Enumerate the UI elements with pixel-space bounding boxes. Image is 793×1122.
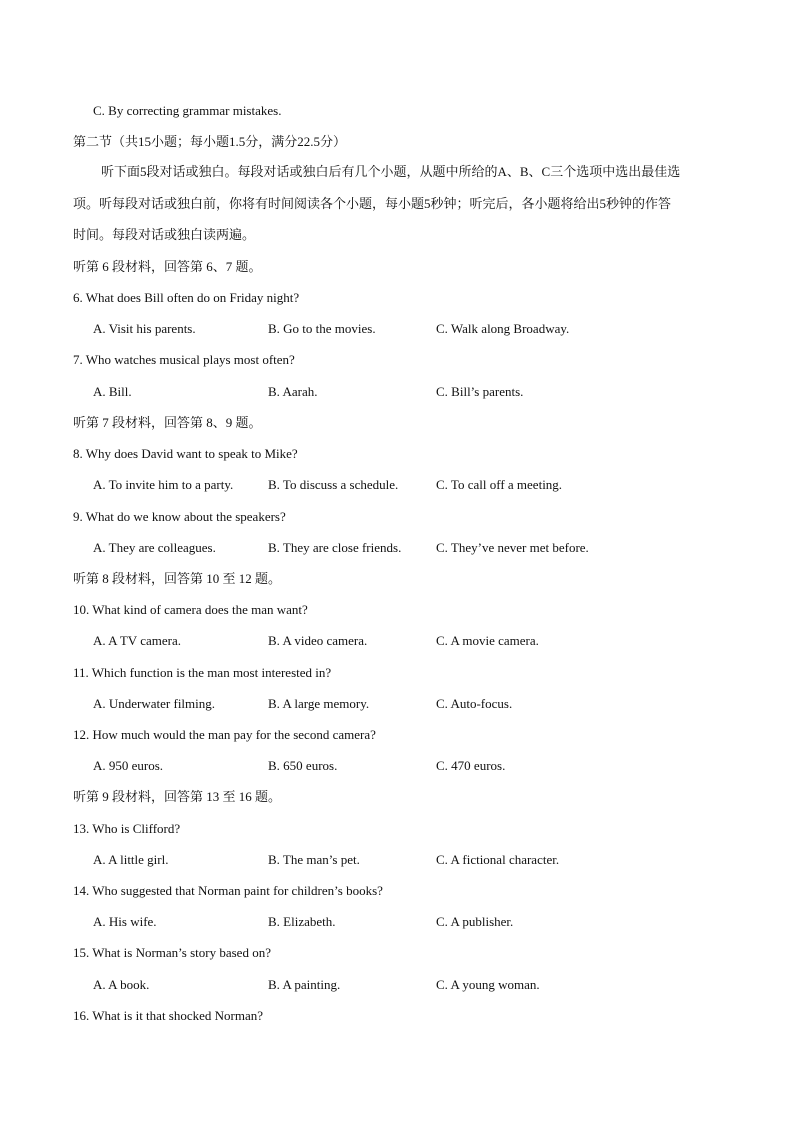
question-10: 10. What kind of camera does the man want?	[73, 602, 308, 617]
question-8-options	[93, 477, 733, 493]
instructions	[73, 156, 723, 251]
option-a: A. Visit his parents.	[93, 321, 196, 336]
option-b: B. To discuss a schedule.	[268, 477, 399, 492]
option-c: C. A fictional character.	[436, 852, 560, 867]
question-7-options	[93, 384, 733, 400]
option-a: A. To invite him to a party.	[93, 477, 234, 492]
block-header: 听第 8 段材料，回答第 10 至 12 题。	[73, 571, 282, 586]
option-b: B. A video camera.	[268, 633, 368, 648]
option-c: C. 470 euros.	[436, 758, 506, 773]
question-14: 14. Who suggested that Norman paint for children’s books?	[73, 883, 383, 898]
option-c: C. A movie camera.	[436, 633, 539, 648]
option-a: A. Bill.	[93, 384, 132, 399]
option-a: A. Underwater filming.	[93, 696, 216, 711]
question-9-options	[93, 540, 733, 556]
option-b: B. The man’s pet.	[268, 852, 360, 867]
option-b: B. A painting.	[268, 977, 341, 992]
section-heading: 第二节（共15小题；每小题1.5分，满分22.5分）	[73, 134, 347, 149]
option-b: B. Elizabeth.	[268, 914, 336, 929]
option-a: A. His wife.	[93, 914, 157, 929]
option-b: B. 650 euros.	[268, 758, 338, 773]
option-c: C. Auto-focus.	[436, 696, 513, 711]
option-c: C. Walk along Broadway.	[436, 321, 570, 336]
option-b: B. A large memory.	[268, 696, 370, 711]
question-13: 13. Who is Clifford?	[73, 821, 181, 836]
option-c: C. Bill’s parents.	[436, 384, 524, 399]
instructions-line-1: 听下面5段对话或独白。每段对话或独白后有几个小题，从题中所给的A、B、C三个选项中选出最佳选	[101, 164, 681, 179]
question-11-options	[93, 696, 733, 712]
instructions-line-3: 时间。每段对话或独白读两遍。	[73, 227, 256, 242]
top-option: C. By correcting grammar mistakes.	[93, 103, 282, 118]
option-b: B. Aarah.	[268, 384, 318, 399]
option-c: C. They’ve never met before.	[436, 540, 589, 555]
question-15-options	[93, 977, 733, 993]
option-a: A. A book.	[93, 977, 150, 992]
option-a: A. A little girl.	[93, 852, 169, 867]
option-c: C. To call off a meeting.	[436, 477, 563, 492]
question-8: 8. Why does David want to speak to Mike?	[73, 446, 298, 461]
block-header: 听第 6 段材料，回答第 6、7 题。	[73, 259, 262, 274]
option-c: C. A publisher.	[436, 914, 514, 929]
block-header: 听第 7 段材料，回答第 8、9 题。	[73, 415, 262, 430]
question-6-options	[93, 321, 733, 337]
option-a: A. A TV camera.	[93, 633, 181, 648]
question-9: 9. What do we know about the speakers?	[73, 509, 286, 524]
question-11: 11. Which function is the man most interested in?	[73, 665, 332, 680]
instructions-line-2: 项。听每段对话或独白前，你将有时间阅读各个小题，每小题5秒钟；听完后，各小题将给出5秒钟的作答	[73, 195, 672, 211]
question-10-options	[93, 633, 733, 649]
question-12: 12. How much would the man pay for the second camera?	[73, 727, 376, 742]
question-15: 15. What is Norman’s story based on?	[73, 945, 271, 960]
option-a: A. 950 euros.	[93, 758, 164, 773]
question-12-options	[93, 758, 733, 774]
question-14-options	[93, 914, 733, 930]
block-header: 听第 9 段材料，回答第 13 至 16 题。	[73, 789, 282, 804]
question-16: 16. What is it that shocked Norman?	[73, 1008, 264, 1023]
question-13-options	[93, 852, 733, 868]
option-b: B. Go to the movies.	[268, 321, 376, 336]
question-7: 7. Who watches musical plays most often?	[73, 352, 295, 367]
option-c: C. A young woman.	[436, 977, 540, 992]
option-a: A. They are colleagues.	[93, 540, 216, 555]
question-6: 6. What does Bill often do on Friday night?	[73, 290, 300, 305]
option-b: B. They are close friends.	[268, 540, 402, 555]
